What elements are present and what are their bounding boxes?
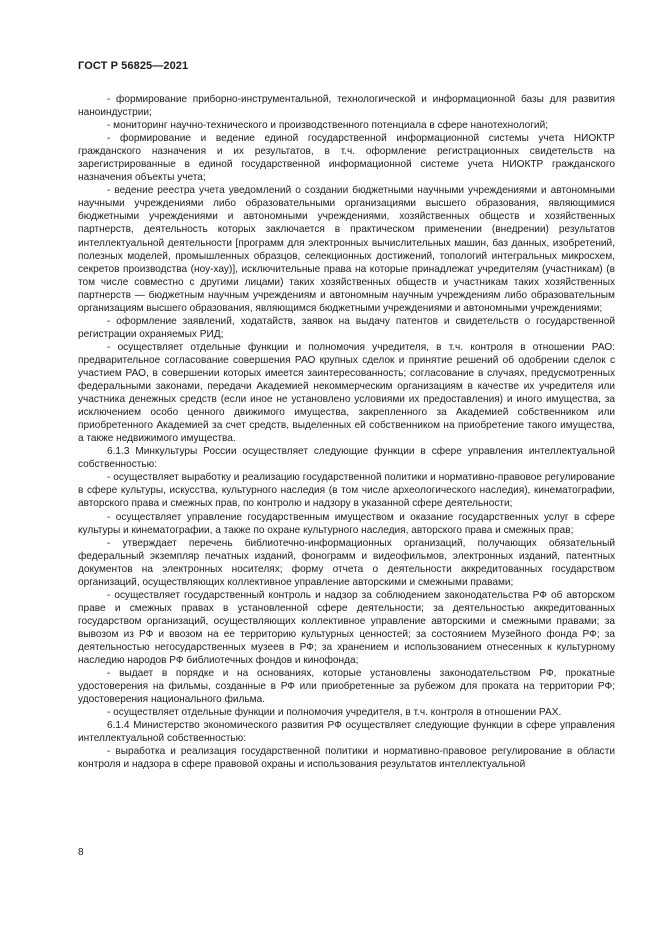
document-header: ГОСТ Р 56825—2021 [78, 60, 189, 72]
paragraph: - оформление заявлений, ходатайств, заявок на выдачу патентов и свидетельств о государственной регистрации охраняемых РИД; [78, 315, 615, 340]
paragraph: - формирование приборно-инструментальной, технологической и информационной базы для развития наноиндустрии; [78, 94, 615, 119]
paragraph: - осуществляет выработку и реализацию государственной политики и нормативно-правовое регулирование в сфере культуры, искусства, культурного наследия (в том числе археологического наследия), кинематографии, авторского права и смежных прав, по контролю и надзору в указанной сфере деятельности; [78, 472, 615, 510]
section-heading-paragraph: 6.1.3 Минкультуры России осуществляет следующие функции в сфере управления интеллектуальной собственностью: [78, 446, 615, 471]
paragraph: - осуществляет государственный контроль и надзор за соблюдением законодательства РФ об авторском праве и смежных правах в установленной сфере деятельности; за деятельностью аккредитованных государством организаций, осуществляющих коллективное управление авторскими и смежными правами; за вывозом из РФ и ввозом на ее территорию культурных ценностей; за состоянием Музейного фонда РФ; за деятельностью негосударственных музеев в РФ; за хранением и использованием отнесенных к культурному наследию народов РФ библиотечных фондов и кинофонда; [78, 589, 615, 667]
paragraph: - осуществляет отдельные функции и полномочия учредителя, в т.ч. контроля в отношении РАХ. [107, 707, 562, 719]
paragraph: - осуществляет отдельные функции и полномочия учредителя, в т.ч. контроля в отношении РАО: предварительное согласование совершения РАО крупных сделок и принятие решений об одобрении сделок с участием РАО, в совершении которых имеется заинтересованность; согласование в случаях, предусмотренных федеральными законами, передачи Академией некоммерческим организациям в качестве их учредителя или участника денежных средств (если иное не установлено условиями их предоставления) и иного имущества, за исключением особо ценного движимого имущества, закрепленного за Академией собственником или приобретенного Академией за счет средств, выделенных ей собственником на приобретение такого имущества, а также недвижимого имущества. [78, 341, 615, 445]
paragraph: - выдает в порядке и на основаниях, которые установлены законодательством РФ, прокатные удостоверения на фильмы, созданные в РФ или приобретенные за рубежом для проката на территории РФ; удостоверения национального фильма. [78, 668, 615, 706]
paragraph: - утверждает перечень библиотечно-информационных организаций, получающих обязательный федеральный экземпляр печатных изданий, фонограмм и видеофильмов, электронных изданий, патентных документов на электронных носителях; форму отчета о деятельности аккредитованных государством организаций, осуществляющих коллективное управление авторскими и смежными правами; [78, 537, 615, 588]
paragraph: - осуществляет управление государственным имуществом и оказание государственных услуг в сфере культуры и кинематографии, а также по охране культурного наследия, авторского права и смежных прав; [78, 511, 615, 536]
paragraph: - мониторинг научно-технического и производственного потенциала в сфере нанотехнологий; [107, 120, 549, 132]
paragraph: - ведение реестра учета уведомлений о создании бюджетными научными учреждениями и автономными научными учреждениями либо образовательными организациями высшего образования, являющимися бюджетными учреждениями и автономными учреждениями, хозяйственных обществ и хозяйственных партнерств, деятельность которых заключается в практическом применении (внедрении) результатов интеллектуальной деятельности [программ для электронных вычислительных машин, баз данных, изобретений, полезных моделей, промышленных образцов, селекционных достижений, топологий интегральных микросхем, секретов производства (ноу-хау)], исключительные права на которые принадлежат учредителям (участникам) (в том числе совместно с другими лицами) таких хозяйственных обществ и участникам таких хозяйственных партнерств — бюджетным научным учреждениям и автономным научным учреждениям либо образовательным организациям высшего образования, являющимся бюджетными учреждениями и автономными учреждениями; [78, 185, 615, 314]
paragraph: - формирование и ведение единой государственной информационной системы учета НИОКТР гражданского назначения и их результатов, в т.ч. оформление регистрационных свидетельств на зарегистрированные в единой государственной информационной системе учета НИОКТР гражданского назначения объекты учета; [78, 133, 615, 184]
document-body [78, 93, 615, 771]
section-heading-paragraph: 6.1.4 Министерство экономического развития РФ осуществляет следующие функции в сфере управления интеллектуальной собственностью: [78, 720, 615, 745]
page-number: 8 [78, 847, 84, 858]
paragraph: - выработка и реализация государственной политики и нормативно-правовое регулирование в области контроля и надзора в сфере правовой охраны и использования результатов интеллектуальной [78, 746, 615, 771]
